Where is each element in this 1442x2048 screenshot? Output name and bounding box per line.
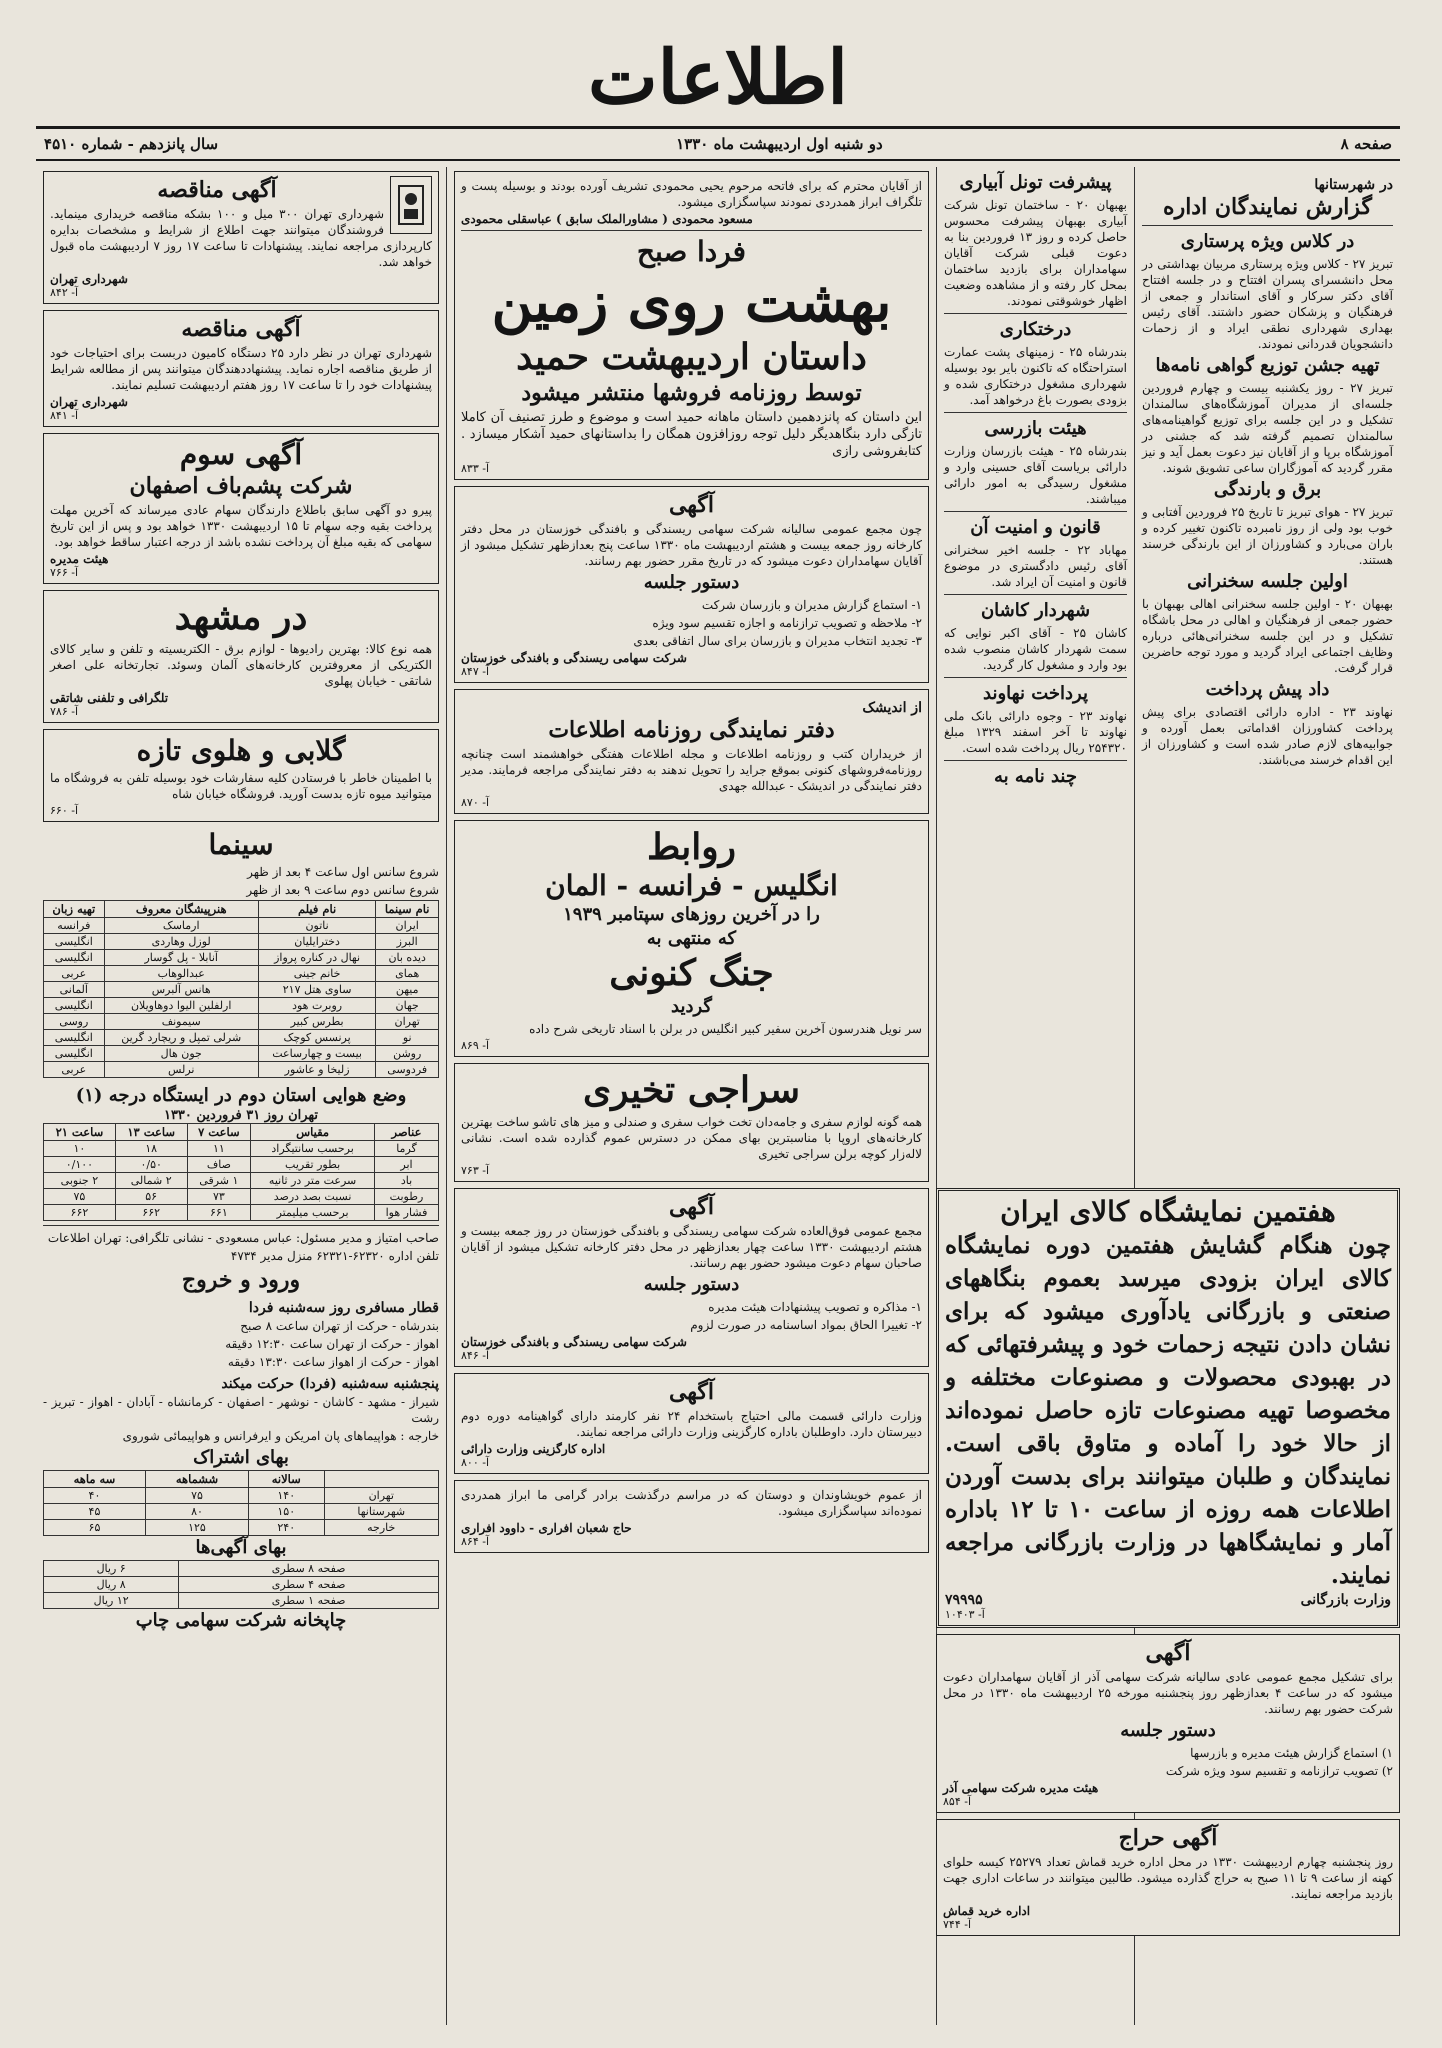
weather-row-cell: فشار هوا xyxy=(374,1205,438,1221)
cinema-row xyxy=(44,950,439,966)
cinema-row xyxy=(44,1030,439,1046)
weather-report: وضع هوایی استان دوم در ایستگاه درجه (۱) تهران روز ۳۱ فروردین ۱۳۳۰ عناصر مقیاس ساعت ۷ ساعت ۱۳ ساعت ۲۱ گرما برحسب سانتیگراد ۱۱ ۱۸ ۱۰ ابر بطور تقریب صاف ۰/۵۰ ۰/۱۰۰ باد سرعت متر در ثانیه ۱ شرقی ۲ شمالی ۲ جنوبی رطوبت نسبت بصد درصد ۷۳ ۵۶ ۷۵ فشار هوا برحسب میلیمتر ۶۶۱ ۶۶۲ ۶۶۲ xyxy=(43,1084,439,1221)
subscription-row xyxy=(44,1504,439,1520)
cinema-row-cell: فردوسی xyxy=(376,1062,439,1078)
cinema-row xyxy=(44,934,439,950)
weather-row xyxy=(44,1189,439,1205)
cinema-row-cell: انگلیسی xyxy=(44,934,105,950)
cinema-row-cell: فرانسه xyxy=(44,918,105,934)
cinema-row-cell: ارماسک xyxy=(104,918,258,934)
cinema-row-cell: عبدالوهاب xyxy=(104,966,258,982)
column-ads xyxy=(36,167,446,2025)
masthead xyxy=(36,30,1400,129)
weather-table: عناصر مقیاس ساعت ۷ ساعت ۱۳ ساعت ۲۱ گرما برحسب سانتیگراد ۱۱ ۱۸ ۱۰ ابر بطور تقریب صاف ۰/۵۰ ۰/۱۰۰ باد سرعت متر در ثانیه ۱ شرقی ۲ شمالی ۲ جنوبی رطوبت نسبت بصد درصد ۷۳ ۵۶ ۷۵ فشار هوا برحسب میلیمتر ۶۶۱ ۶۶۲ ۶۶۲ xyxy=(43,1123,439,1221)
inn-ad: سراجی تخیری همه گونه لوازم سفری و جامه‌دان تخت خواب سفری و صندلی و میز های تاشو ساخت بهترین کارخانه‌های اروپا با مناسبترین بهای ممکن در دسترس عموم گذارده شده است. نشانی لاله‌زار کوچه برلن سراجی تخیری آ- ۷۶۳ xyxy=(454,1063,929,1182)
weather-row-cell: سرعت متر در ثانیه xyxy=(251,1173,375,1189)
cinema-row xyxy=(44,1014,439,1030)
cinema-row-cell: پرنسس کوچک xyxy=(258,1030,376,1046)
section-label: در شهرستانها xyxy=(1314,177,1393,193)
cinema-row-cell: بطرس کبیر xyxy=(258,1014,376,1030)
cinema-row-cell: روبرت هود xyxy=(258,998,376,1014)
weather-row-cell: ابر xyxy=(374,1157,438,1173)
cinema-row-cell: انگلیسی xyxy=(44,1030,105,1046)
weather-row-cell: صاف xyxy=(187,1157,251,1173)
news-item: پیشرفت تونل آبیاری بهبهان ۲۰ - ساختمان تونل شرکت آبیاری بهبهان پیشرفت محسوس حاصل کرده و روز ۱۳ فروردین بنا به دعوت قبلی شرکت آقایان سهامداران برای بازدید ساختمان بمحل کار رفته و از مشاهده وضعیت اظهار خوشوقتی نمودند. xyxy=(944,172,1127,308)
weather-row-cell: ۰/۱۰۰ xyxy=(44,1157,116,1173)
subscription-box: بهای اشتراک سالانه ششماهه سه ماهه تهران ۱۴۰ ۷۵ ۴۰ شهرستانها ۱۵۰ ۸۰ ۴۵ خارجه ۲۴۰ ۱۲۵ ۶۵ xyxy=(43,1446,439,1536)
office-ad: از اندیشک دفتر نمایندگی روزنامه اطلاعات از خریداران کتب و روزنامه اطلاعات و مجله اطلاعات هفتگی خواهشمند است چنانچه روزنامه‌فروشهای کنونی بموقع جراید را تحویل ندهند به دفتر نمایندگی مراجعه فرمایند. مدیر دفتر نمایندگی در اندیشک - عبدالله جهدی آ- ۸۷۰ xyxy=(454,689,929,814)
ad-price-row-cell: ۶ ریال xyxy=(44,1561,179,1577)
tender-ad-1: آگهی مناقصه شهرداری تهران ۳۰۰ میل و ۱۰۰ بشکه مناقصه خریداری مینماید. فروشندگان میتوانند جهت اطلاع از شرایط و مشخصات بدایره کارپردازی مراجعه نمایند. پیشنهادات تا ساعت ۱۷ روز ۷ اردیبهشت ماه قبول خواهد شد. شهرداری تهران آ- ۸۴۲ xyxy=(43,171,439,304)
cinema-row-cell: تهران xyxy=(376,1014,439,1030)
cinema-row-cell: انگلیسی xyxy=(44,1046,105,1062)
issue-date: دو شنبه اول اردیبهشت ماه ۱۳۳۰ xyxy=(676,135,883,153)
thanks-notice: از عموم خویشاوندان و دوستان که در مراسم درگذشت برادر گرامی ما ابراز همدردی نموده‌اند سپاسگزاری میشود. حاج شعبان افراری - داوود افراری آ- ۸۶۴ xyxy=(454,1480,929,1553)
publisher-info: صاحب امتیاز و مدیر مسئول: عباس مسعودی - نشانی تلگرافی: تهران اطلاعات xyxy=(47,1231,439,1245)
weather-row-cell: برحسب سانتیگراد xyxy=(251,1141,375,1157)
notice-finance: آگهی وزارت دارائی قسمت مالی احتیاج باستخدام ۲۴ نفر کارمند دارای گواهینامه دوره دوم دبیرستان دارد. داوطلبان باداره کارگزینی وزارت دارائی مراجعه نمایند. اداره کارگزینی وزارت دارائی آ- ۸۰۰ xyxy=(454,1373,929,1474)
ad-price-row-cell: ۸ ریال xyxy=(44,1577,179,1593)
weather-row-cell: ۲ جنوبی xyxy=(44,1173,116,1189)
serial-title: بهشت روی زمین xyxy=(491,269,892,335)
weather-row-cell: ۶۶۱ xyxy=(187,1205,251,1221)
weather-row-cell: ۷۳ xyxy=(187,1189,251,1205)
news-item: قانون و امنیت آن مهاباد ۲۲ - جلسه اخیر سخنرانی آقای رئیس دادگستری در موضوع قانون و امنیت آن ایراد شد. xyxy=(944,517,1127,589)
cinema-row-cell: سیمونف xyxy=(104,1014,258,1030)
cinema-row-cell: جهان xyxy=(376,998,439,1014)
subscription-table: سالانه ششماهه سه ماهه تهران ۱۴۰ ۷۵ ۴۰ شهرستانها ۱۵۰ ۸۰ ۴۵ خارجه ۲۴۰ ۱۲۵ ۶۵ xyxy=(43,1470,439,1536)
emblem-icon xyxy=(390,176,432,234)
cinema-row-cell: نرلس xyxy=(104,1062,258,1078)
weather-row xyxy=(44,1173,439,1189)
news-item: در کلاس ویژه پرستاری تبریز ۲۷ - کلاس ویژه پرستاری مربیان بهداشتی در محل دانشسرای پسران افتتاح و در جلسه افتتاح آقای دکتر سرکار و آقای استاندار و جمعی از فرهنگیان و پزشکان حضور داشتند. آقای رئیس بهداری شهرداری نطقی ایراد و از زحمات دانشجویان قدردانی نمودند. xyxy=(1142,231,1393,351)
weather-row-cell: ۵۶ xyxy=(115,1189,187,1205)
serial-kicker: فردا صبح xyxy=(636,235,747,268)
cinema-row-cell: همای xyxy=(376,966,439,982)
azar-notice: آگهی برای تشکیل مجمع عمومی عادی سالیانه شرکت سهامی آذر از آقایان سهامداران دعوت میشود که در ساعت ۴ بعدازظهر روز پنجشنبه مورخه ۲۵ اردیبهشت ماه ۱۳۳۰ در محل شرکت حضور بهم رسانند. دستور جلسه ۱) استماع گزارش هیئت مدیره و بازرسها ۲) تصویب ترازنامه و تقسیم سود ویژه شرکت هیئت مدیره شرکت سهامی آذر آ- ۸۵۴ xyxy=(936,1634,1400,1813)
cinema-row-cell: هانس آلبرس xyxy=(104,982,258,998)
dateline xyxy=(36,129,1400,161)
subscription-row-cell: ۸۰ xyxy=(145,1504,248,1520)
news-item: تهیه جشن توزیع گواهی نامه‌ها تبریز ۲۷ - روز یکشنبه بیست و چهارم فروردین جلسه‌ای از مدیران آموزشگاه‌های سالمندان تشکیل و در این جلسه برای توزیع گواهینامه‌های سالمندان تصمیم گرفته شد که جشنی در آموزشگاه برپا و از آقایان نیز دعوت بعمل آید و نیز مقرر گردید که آموزگاران ساعی تشویق شوند. xyxy=(1142,355,1394,475)
ad-price-row xyxy=(44,1561,439,1577)
subscription-row xyxy=(44,1488,439,1504)
cinema-row-cell: آلمانی xyxy=(44,982,105,998)
news-item: داد پیش پرداخت نهاوند ۲۳ - اداره دارائی اقتصادی برای پیش پرداخت کشاورزان اقداماتی بعمل آورده و جوابیه‌های لازم صادر شده است و کشاورزان از این اقدام خرسند می‌باشند. xyxy=(1142,679,1394,767)
news-item: چند نامه به xyxy=(994,766,1077,787)
printer: چاپخانه شرکت سهامی چاپ xyxy=(135,1610,347,1631)
weather-row-cell: ۱۱ xyxy=(187,1141,251,1157)
weather-row-cell: نسبت بصد درصد xyxy=(251,1189,375,1205)
weather-row xyxy=(44,1157,439,1173)
subscription-row-cell: ۷۵ xyxy=(145,1488,248,1504)
cinema-row xyxy=(44,966,439,982)
cinema-row-cell: خانم جینی xyxy=(258,966,376,982)
news-item: هیئت بازرسی بندرشاه ۲۵ - هیئت بازرسان وزارت دارائی بریاست آقای حسینی وارد و مشغول رسیدگی به امور دارائی میباشند. xyxy=(944,418,1127,506)
cinema-row-cell: روسی xyxy=(44,1014,105,1030)
ad-price-row-cell: ۱۲ ریال xyxy=(44,1593,179,1609)
cinema-row-cell: دیده بان xyxy=(376,950,439,966)
subscription-row-cell: ۱۵۰ xyxy=(249,1504,324,1520)
weather-row-cell: ۶۶۲ xyxy=(115,1205,187,1221)
serial-subtitle: داستان اردیبهشت حمید xyxy=(516,336,867,378)
subscription-row-cell: ۲۴۰ xyxy=(249,1520,324,1536)
issue-number: سال پانزدهم - شماره ۴۵۱۰ xyxy=(44,135,219,153)
cinema-row xyxy=(44,918,439,934)
newspaper-title: اطلاعات xyxy=(588,35,848,121)
news-item: پرداخت نهاوند نهاوند ۲۳ - وجوه دارائی بانک ملی نهاوند تا آخر اسفند ۱۳۲۹ مبلغ ۲۵۴۳۲۰ ریال پرداخت شده است. xyxy=(944,683,1127,755)
cinema-row-cell: نهال در کناره پرواز xyxy=(258,950,376,966)
subscription-row-cell: شهرستانها xyxy=(324,1504,439,1520)
mashhad-ad: در مشهد همه نوع کالا: بهترین رادیوها - لوازم برق - الکتریسیته و تلفن و سایر کالای الکتریکی از معروفترین کارخانه‌های آلمان وسوئد. تجارتخانه علی اصغر شاتقی - خیابان پهلوی تلگرافی و تلفنی شاتقی آ- ۷۸۶ xyxy=(43,590,439,723)
cinema-row-cell: لوزل وهاردی xyxy=(104,934,258,950)
weather-row xyxy=(44,1205,439,1221)
cinema-row-cell: دخترایلیان xyxy=(258,934,376,950)
subscription-row-cell: تهران xyxy=(324,1488,439,1504)
weather-row-cell: ۷۵ xyxy=(44,1189,116,1205)
tender-ad-2: آگهی مناقصه شهرداری تهران در نظر دارد ۲۵ دستگاه کامیون دربست برای احتیاجات خود از طریق مناقصه اجاره نماید. پیشنهاددهندگان میتوانند پس از مطالعه شرایط پیشنهادات خود را تا ساعت ۱۷ روز هفتم اردیبهشت تسلیم نمایند. شهرداری تهران آ- ۸۴۱ xyxy=(43,310,439,427)
cinema-row-cell: انگلیسی xyxy=(44,998,105,1014)
exhibition-ad-wrap xyxy=(936,1188,1400,1942)
weather-row-cell: ۶۶۲ xyxy=(44,1205,116,1221)
cinema-row-cell: ارلفلین الیوا دوهاویلان xyxy=(104,998,258,1014)
weather-row-cell: ۰/۵۰ xyxy=(115,1157,187,1173)
column-center xyxy=(446,167,936,2025)
cinema-row-cell: عربی xyxy=(44,966,105,982)
exhibition-ad: هفتمین نمایشگاه کالای ایران چون هنگام گشایش هفتمین دوره نمایشگاه کالای ایران بزودی میرسد بعموم بنگاههای صنعتی و بازرگانی یادآوری میشود که برای نشان دادن نتیجه زحمات خود و پیشرفتهائی که در بهبودی محصولات و مصنوعات مختلفه و مخصوصا تهیه مصنوعات تازه حاصل نموده‌اند از حالا خود را آماده و متاوق باقی است. نمایندگان و طلبان میتوانند برای بدست آوردن اطلاعات همه روزه از ساعت ۱۰ تا ۱۲ باداره آمار و نمایشگاهها در وزارت بازرگانی مراجعه نمایند. وزارت بازرگانی ۷۹۹۹۵ آ- ۱۰۴۰۳ xyxy=(936,1188,1400,1628)
subscription-row-cell: ۱۲۵ xyxy=(145,1520,248,1536)
subscription-row-cell: ۴۰ xyxy=(44,1488,146,1504)
transport-box: ورود و خروج قطار مسافری روز سه‌شنبه فردا بندرشاه - حرکت از تهران ساعت ۸ صبح اهواز - حرکت از تهران ساعت ۱۲:۳۰ دقیقه اهواز - حرکت از اهواز ساعت ۱۳:۳۰ دقیقه پنجشنبه سه‌شنبه (فردا) حرکت میکند شیراز - مشهد - کاشان - نوشهر - اصفهان - کرمانشاه - آبادان - اهواز - تبریز - رشت خارجه : هواپیماهای پان امریکن و ایرفرانس و هواپیمائی شوروی xyxy=(43,1267,439,1443)
book-ad: روابط انگلیس - فرانسه - المان را در آخرین روزهای سپتامبر ۱۹۳۹ که منتهی به جنگ کنونی گردید سر نویل هندرسون آخرین سفیر کبیر انگلیس در برلن با اسناد تاریخی شرح داده آ- ۸۶۹ xyxy=(454,820,929,1057)
cinema-row-cell: میهن xyxy=(376,982,439,998)
cinema-row-cell: عربی xyxy=(44,1062,105,1078)
weather-row-cell: گرما xyxy=(374,1141,438,1157)
exhibition-title: هفتمین نمایشگاه کالای ایران xyxy=(1000,1195,1336,1228)
cinema-row-cell: جون هال xyxy=(104,1046,258,1062)
ad-price-row-cell: صفحه ۴ سطری xyxy=(179,1577,439,1593)
cinema-row xyxy=(44,1062,439,1078)
weather-row-cell: رطوبت xyxy=(374,1189,438,1205)
cinema-row-cell: نو xyxy=(376,1030,439,1046)
phone-info: تلفن اداره ۶۲۳۲۰-۶۲۳۲۱ منزل مدیر ۴۷۳۴ xyxy=(230,1249,439,1263)
auction-notice: آگهی حراج روز پنجشنبه چهارم اردیبهشت ۱۳۳۰ در محل اداره خرید قماش تعداد ۲۵۲۷۹ کیسه حلوای کهنه از ساعت ۹ تا ۱۱ صبح به حراج گذارده میشود. طالبین میتوانند در ساعات اداری جهت بازدید مراجعه نمایند. اداره خرید قماش آ- ۷۴۴ xyxy=(936,1819,1400,1936)
ad-price-row-cell: صفحه ۸ سطری xyxy=(179,1561,439,1577)
subscription-row-cell: خارجه xyxy=(324,1520,439,1536)
weather-row-cell: باد xyxy=(374,1173,438,1189)
cinema-row xyxy=(44,982,439,998)
third-notice: آگهی سوم شرکت پشم‌باف اصفهان پیرو دو آگهی سابق باطلاع دارندگان سهام عادی میرساند که آخرین مهلت پرداخت بقیه وجه سهام تا ۱۵ اردیبهشت ۱۳۳۰ خواهد بود و پس از این تاریخ سهامی که بقیه مبلغ آن پرداخت نشده باشد از درجه اعتبار ساقط خواهد بود. هیئت مدیره آ- ۷۶۶ xyxy=(43,433,439,584)
cinema-row-cell: ساوی هتل ۲۱۷ xyxy=(258,982,376,998)
cinema-listings: سینما شروع سانس اول ساعت ۴ بعد از ظهر شروع سانس دوم ساعت ۹ بعد از ظهر نام سینما نام فیلم هنرپیشگان معروف تهیه زبان ایران ناتون ارماسک فرانسه البرز دخترایلیان لوزل وهاردی انگلیسی دیده بان نهال در کناره پرواز آنابلا - پل گوسار انگلیسی همای خانم جینی عبدالوهاب عربی میهن ساوی هتل ۲۱۷ هانس آلبرس آلمانی جهان روبرت هود ارلفلین الیوا دوهاویلان انگلیسی تهران بطرس کبیر سیمونف روسی نو پرنسس کوچک شرلی تمپل و ریچارد گرین انگلیسی روشن بیست و چهارساعت جون هال انگلیسی فردوسی زلیخا و عاشور نرلس عربی xyxy=(43,828,439,1078)
ad-price-row xyxy=(44,1577,439,1593)
weather-row-cell: ۲ شمالی xyxy=(115,1173,187,1189)
news-item: اولین جلسه سخنرانی بهبهان ۲۰ - اولین جلسه سخنرانی اهالی بهبهان با حضور جمعی از فرهنگیان و اهالی در محل باشگاه تشکیل و در این جلسه سخنرانی‌هائی درباره وظایف اجتماعی ایراد گردید و مورد توجه حاضرین قرار گرفت. xyxy=(1142,571,1393,675)
cinema-row-cell: زلیخا و عاشور xyxy=(258,1062,376,1078)
weather-row-cell: برحسب میلیمتر xyxy=(251,1205,375,1221)
weather-row-cell: ۱ شرقی xyxy=(187,1173,251,1189)
subscription-row-cell: ۶۵ xyxy=(44,1520,146,1536)
cinema-row-cell: البرز xyxy=(376,934,439,950)
cinema-row xyxy=(44,1046,439,1062)
news-item: برق و بارندگی تبریز ۲۷ - هوای تبریز تا تاریخ ۲۵ فروردین آفتابی و خوب بود ولی از روز نامبرده تاکنون تغییر کرده و باران می‌بارد و کشاورزان از این بارندگی خرسند هستند. xyxy=(1142,479,1393,567)
notice-khuzestan: آگهی چون مجمع عمومی سالیانه شرکت سهامی ریسندگی و بافندگی خوزستان در محل دفتر کارخانه روز جمعه بیست و هشتم اردیبهشت ماه ۱۳۳۰ ساعت پنج بعدازظهر تشکیل میشود از آقایان سهامداران دعوت میشود که در تاریخ مقرر حضور بهم رسانند. دستور جلسه ۱- استماع گزارش مدیران و بازرسان شرکت ۲- ملاحظه و تصویب ترازنامه و اجازه تقسیم سود ویژه ۳- تجدید انتخاب مدیران و بازرسان برای سال اتفاقی بعدی شرکت سهامی ریسندگی و بافندگی خوزستان آ- ۸۴۷ xyxy=(454,486,929,683)
cinema-row-cell: بیست و چهارساعت xyxy=(258,1046,376,1062)
weather-row-cell: بطور تقریب xyxy=(251,1157,375,1173)
subscription-row xyxy=(44,1520,439,1536)
weather-row-cell: ۱۰ xyxy=(44,1141,116,1157)
ad-price-row-cell: صفحه ۱ سطری xyxy=(179,1593,439,1609)
section-heading: گزارش نمایندگان اداره xyxy=(1163,194,1372,220)
serial-ad: از آقایان محترم که برای فاتحه مرحوم یحیی محمودی تشریف آورده بودند و بوسیله پست و تلگراف ابراز همدردی نمودند سپاسگزاری میشود. مسعود محمودی ( مشاورالملک سابق ) عباسقلی محمودی فردا صبح بهشت روی زمین داستان اردیبهشت حمید توسط روزنامه فروشها منتشر میشود این داستان که پانزدهمین داستان ماهانه حمید است و موضوع و طرز تصنیف آن کاملا تازگی دارد بنگاهدیگر دلیل توجه روزافزون همگان را بداستانهای حمید آشکار میسازد . کتابفروشی رازی آ- ۸۳۳ xyxy=(454,171,929,480)
cinema-row-cell: آنابلا - پل گوسار xyxy=(104,950,258,966)
page-number: صفحه ۸ xyxy=(1340,135,1392,153)
ad-prices: بهای آگهی‌ها صفحه ۸ سطری ۶ ریال صفحه ۴ سطری ۸ ریال صفحه ۱ سطری ۱۲ ریال xyxy=(43,1536,439,1609)
cinema-row-cell: ایران xyxy=(376,918,439,934)
news-item: درختکاری بندرشاه ۲۵ - زمینهای پشت عمارت استراحتگاه که تاکنون بایر بود بوسیله شهرداری مشغول درختکاری شده و بزودی بصورت باغ درخواهد آمد. xyxy=(944,319,1128,407)
cinema-row-cell: انگلیسی xyxy=(44,950,105,966)
notice-extraordinary: آگهی مجمع عمومی فوق‌العاده شرکت سهامی ریسندگی و بافندگی خوزستان در روز جمعه بیست و هشتم اردیبهشت ۱۳۳۰ ساعت چهار بعدازظهر در محل دفتر کارخانه تشکیل میشود از آقایان صاحبان سهام دعوت میشود حضور بهم رسانند. دستور جلسه ۱- مذاکره و تصویب پیشنهادات هیئت مدیره ۲- تغییرا الحاق بمواد اساسنامه در صورت لزوم شرکت سهامی ریسندگی و بافندگی خوزستان آ- ۸۴۶ xyxy=(454,1188,929,1367)
cinema-row-cell: روشن xyxy=(376,1046,439,1062)
cinema-row-cell: ناتون xyxy=(258,918,376,934)
cinema-table: نام سینما نام فیلم هنرپیشگان معروف تهیه زبان ایران ناتون ارماسک فرانسه البرز دخترایلیان لوزل وهاردی انگلیسی دیده بان نهال در کناره پرواز آنابلا - پل گوسار انگلیسی همای خانم جینی عبدالوهاب عربی میهن ساوی هتل ۲۱۷ هانس آلبرس آلمانی جهان روبرت هود ارلفلین الیوا دوهاویلان انگلیسی تهران بطرس کبیر سیمونف روسی نو پرنسس کوچک شرلی تمپل و ریچارد گرین انگلیسی روشن بیست و چهارساعت جون هال انگلیسی فردوسی زلیخا و عاشور نرلس عربی xyxy=(43,900,439,1078)
weather-row-cell: ۱۸ xyxy=(115,1141,187,1157)
weather-row xyxy=(44,1141,439,1157)
cinema-row xyxy=(44,998,439,1014)
news-item: شهردار کاشان کاشان ۲۵ - آقای اکبر نوایی که سمت شهردار کاشان منصوب شده بود وارد و مشغول کار گردید. xyxy=(944,600,1127,672)
fruit-ad: گلابی و هلوی تازه با اطمینان خاطر با فرستادن کلیه سفارشات خود بوسیله تلفن به فروشگاه ما میتوانید میوه تازه بدست آورید. فروشگاه خیابان شاه آ- ۶۶۰ xyxy=(43,729,439,822)
cinema-row-cell: شرلی تمپل و ریچارد گرین xyxy=(104,1030,258,1046)
subscription-row-cell: ۴۵ xyxy=(44,1504,146,1520)
subscription-row-cell: ۱۴۰ xyxy=(249,1488,324,1504)
ad-price-row xyxy=(44,1593,439,1609)
